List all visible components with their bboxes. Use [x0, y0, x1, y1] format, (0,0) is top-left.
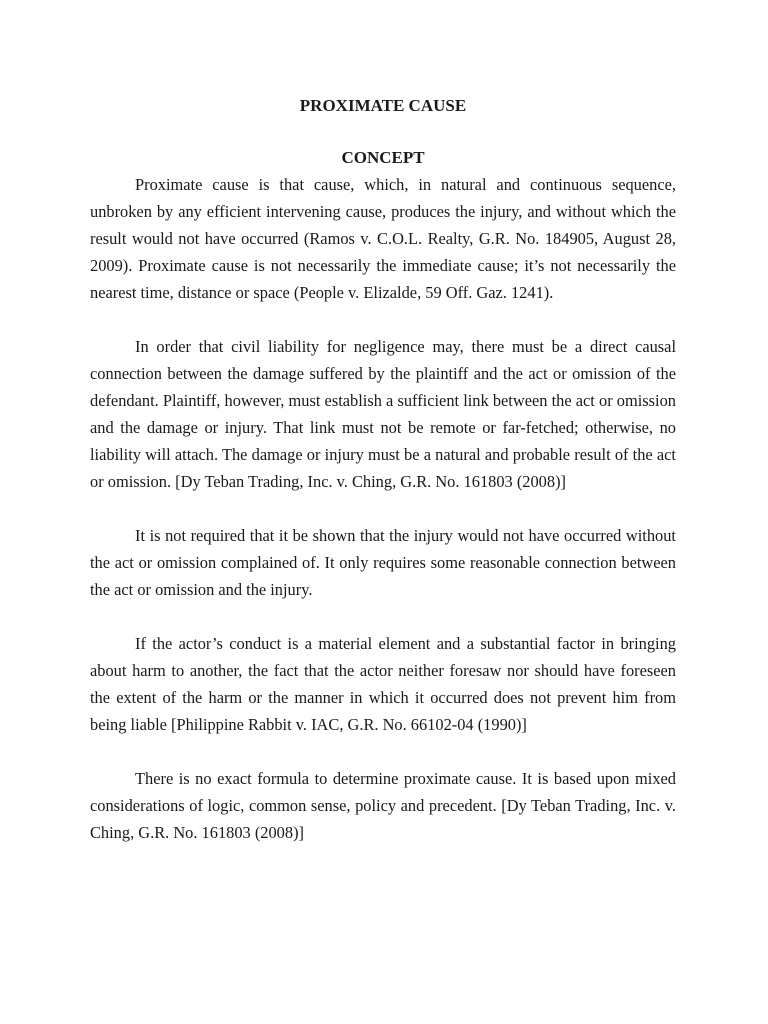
document-page [90, 92, 676, 873]
section-heading: CONCEPT [341, 148, 425, 167]
paragraph-definition: Proximate cause is that cause, which, in natural and continuous sequence, unbroken by any efficient intervening cause, produces the injury, and without which the result would not have occurred (Ramos v. C.O.L. Realty, G.R. No. 184905, August 28, 2009). Proximate cause is not necessarily the immediate cause; it’s not necessarily the nearest time, distance or space (People v. Elizalde, 59 Off. Gaz. 1241). [90, 175, 676, 302]
paragraph-no-exact-formula: There is no exact formula to determine proximate cause. It is based upon mixed considerations of logic, common sense, policy and precedent. [Dy Teban Trading, Inc. v. Ching, G.R. No. 161803 (2008)] [90, 769, 676, 842]
paragraph-causal-connection: In order that civil liability for negligence may, there must be a direct causal connection between the damage suffered by the plaintiff and the act or omission of the defendant. Plaintiff, however, must establish a sufficient link between the act or omission and the damage or injury. That link must not be remote or far-fetched; otherwise, no liability will attach. The damage or injury must be a natural and probable result of the act or omission. [Dy Teban Trading, Inc. v. Ching, G.R. No. 161803 (2008)] [90, 337, 676, 491]
paragraph-substantial-factor: If the actor’s conduct is a material element and a substantial factor in bringing about harm to another, the fact that the actor neither foresaw nor should have foreseen the extent of the harm or the manner in which it occurred does not prevent him from being liable [Philippine Rabbit v. IAC, G.R. No. 66102-04 (1990)] [90, 634, 676, 734]
document-title: PROXIMATE CAUSE [299, 96, 467, 115]
paragraph-reasonable-connection: It is not required that it be shown that the injury would not have occurred without the act or omission complained of. It only requires some reasonable connection between the act or omission and the injury. [90, 526, 676, 599]
